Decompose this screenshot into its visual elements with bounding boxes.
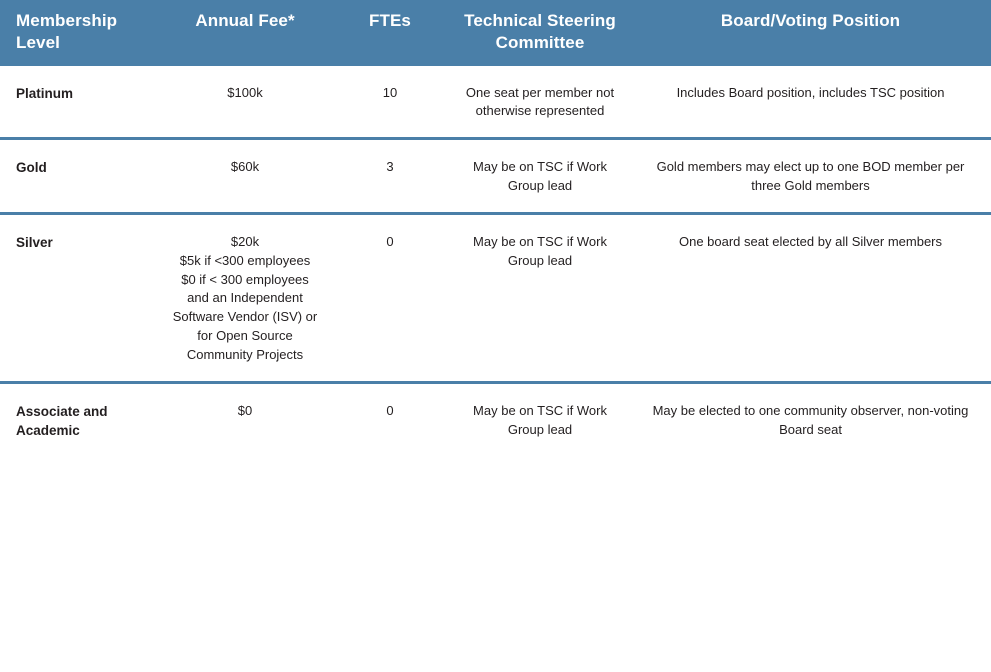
fee-line: $100k [227,84,263,100]
table-row [0,139,991,214]
cell-ftes: 10 [382,84,398,100]
header-annual-fee: Annual Fee* [160,0,330,66]
table-header [0,0,991,66]
cell-membership-level: Gold [0,139,160,214]
cell-membership-level: Silver [0,213,160,382]
table-body [0,66,991,457]
cell-membership-level: Associate and Academic [0,382,160,457]
fee-line: $5k if <300 employees [179,252,311,268]
cell-ftes: 3 [330,139,450,214]
cell-ftes: 0 [330,382,450,457]
header-ftes: FTEs [330,0,450,66]
cell-annual-fee [160,139,330,214]
fee-line: $0 [237,402,253,418]
header-row [0,0,991,66]
cell-technical-steering-committee: One seat per member not otherwise represented [465,84,615,119]
cell-board-voting-position: One board seat elected by all Silver members [630,213,991,382]
fee-line: $0 if < 300 employees and an Independent Software Vendor (ISV) or for Open Source Community Projects [172,271,318,362]
cell-board-voting-position: May be elected to one community observer, non-voting Board seat [630,382,991,457]
table-row [0,66,991,139]
cell-technical-steering-committee: May be on TSC if Work Group lead [450,139,630,214]
table-row [0,382,991,457]
cell-technical-steering-committee: May be on TSC if Work Group lead [450,382,630,457]
cell-technical-steering-committee: May be on TSC if Work Group lead [450,213,630,382]
cell-ftes: 0 [330,213,450,382]
header-membership-level: Membership Level [0,0,160,66]
cell-annual-fee [160,213,330,382]
fee-line: $20k [230,233,260,249]
header-board-voting-position: Board/Voting Position [630,0,991,66]
table-row [0,213,991,382]
cell-membership-level: Platinum [16,85,74,101]
cell-board-voting-position: Gold members may elect up to one BOD member per three Gold members [630,139,991,214]
cell-annual-fee [160,382,330,457]
cell-annual-fee [160,66,330,139]
cell-board-voting-position: Includes Board position, includes TSC position [676,84,945,100]
header-technical-steering-committee: Technical Steering Committee [450,0,630,66]
fee-line: $60k [230,159,260,175]
